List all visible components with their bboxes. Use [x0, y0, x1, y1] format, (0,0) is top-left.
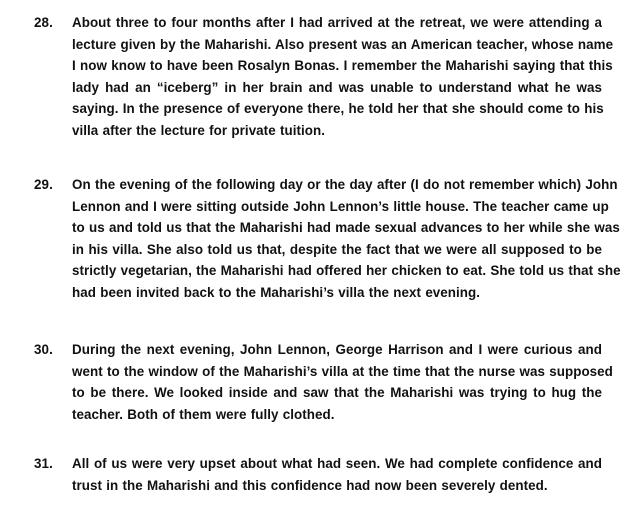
text-line: villa after the lecture for private tuition.: [72, 122, 325, 138]
paragraph-number: 30.: [34, 342, 53, 357]
text-line: About three to four months after I had arrived at the retreat, we were attending a: [72, 15, 602, 30]
paragraph-text: [72, 339, 613, 425]
text-line: saying. In the presence of everyone there, he told her that she should come to his: [72, 101, 604, 116]
paragraph-number: 29.: [34, 177, 53, 192]
text-line: went to the window of the Maharishi’s villa at the time that the nurse was supposed: [72, 363, 613, 379]
text-line: to be there. We looked inside and saw that the Maharishi was trying to hug the: [72, 385, 602, 400]
text-line: lady had an “iceberg” in her brain and was unable to understand what he was: [72, 79, 602, 95]
text-line: On the evening of the following day or the day after (I do not remember which) John: [72, 177, 618, 192]
text-line: strictly vegetarian, the Maharishi had offered her chicken to eat. She told us that she: [72, 263, 621, 278]
text-line: I now know to have been Rosalyn Bonas. I remember the Maharishi saying that this: [72, 58, 613, 73]
text-line: lecture given by the Maharishi. Also present was an American teacher, whose name: [72, 36, 614, 52]
text-line: trust in the Maharishi and this confidence had now been severely dented.: [72, 477, 548, 493]
text-line: to us and told us that the Maharishi had made sexual advances to her while she was: [72, 220, 620, 235]
paragraph-text: [72, 453, 602, 496]
paragraph-number: 28.: [34, 15, 53, 30]
text-line: All of us were very upset about what had seen. We had complete confidence and: [72, 456, 602, 471]
paragraph-text: [72, 174, 621, 303]
text-line: had been invited back to the Maharishi’s villa the next evening.: [72, 284, 481, 300]
text-line: During the next evening, John Lennon, George Harrison and I were curious and: [72, 342, 602, 357]
paragraph-number: 31.: [34, 456, 53, 471]
text-line: in his villa. She also told us that, despite the fact that we were all supposed to be: [72, 241, 602, 257]
paragraph-text: [72, 12, 614, 141]
text-line: Lennon and I were sitting outside John Lennon’s little house. The teacher came up: [72, 198, 609, 214]
text-line: teacher. Both of them were fully clothed.: [72, 406, 335, 422]
